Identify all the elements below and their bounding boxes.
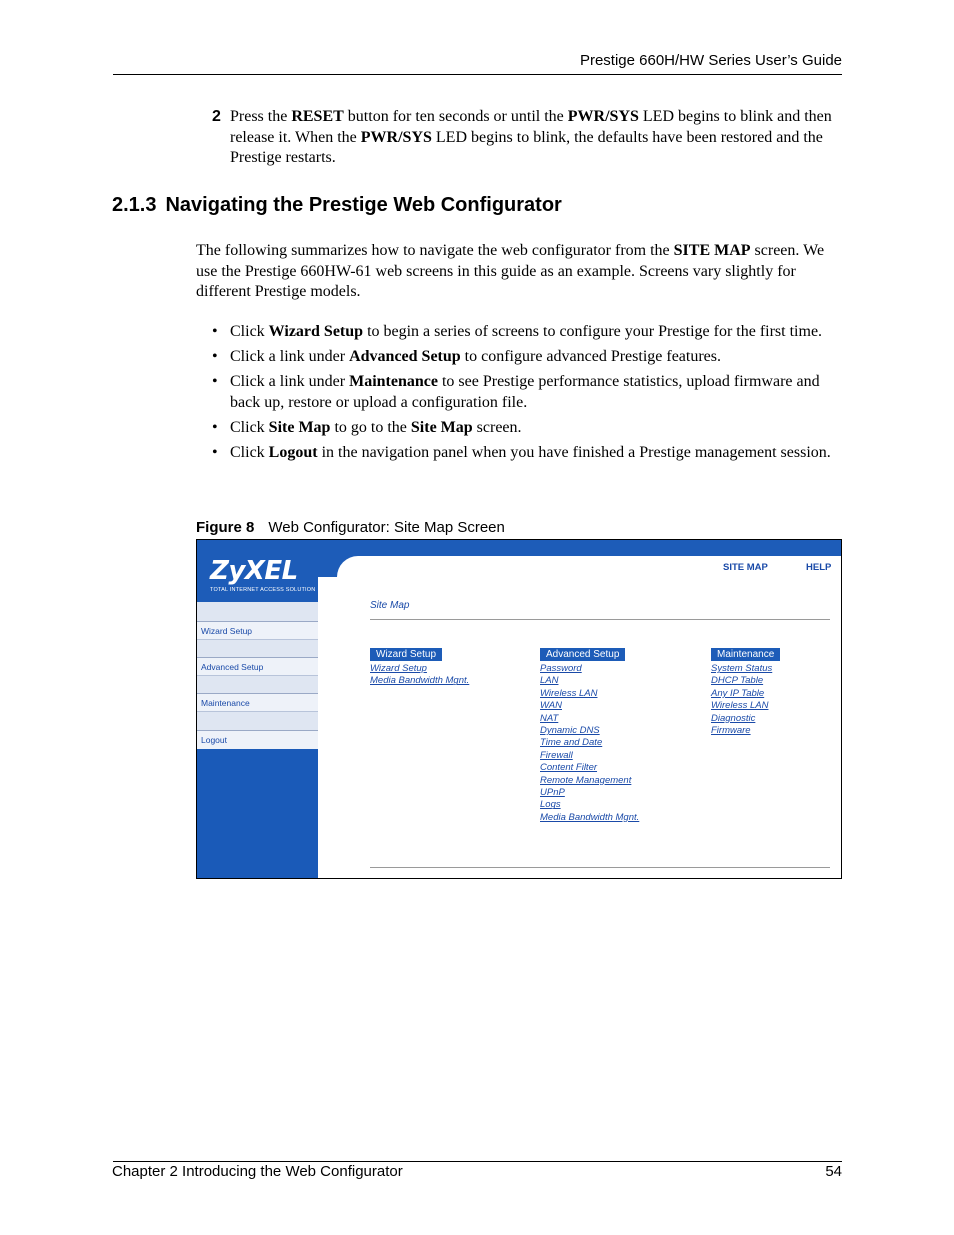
- list-item: • Click Site Map to go to the Site Map screen.: [212, 418, 522, 436]
- nav-menu: [197, 602, 318, 748]
- link-wireless-lan[interactable]: Wireless LAN: [540, 687, 598, 699]
- link-password[interactable]: Password: [540, 663, 582, 674]
- section-title: Navigating the Prestige Web Configurator: [165, 194, 562, 216]
- column-wizard-setup: [370, 644, 469, 688]
- intro-paragraph: The following summarizes how to navigate the web configurator from the SITE MAP screen. We use the Prestige 660HW-61 web screens in this guide as an example. Screens vary slightly for different Prestige models.: [196, 242, 825, 300]
- column-heading: Wizard Setup: [370, 648, 442, 661]
- list-item: • Click Logout in the navigation panel when you have finished a Prestige management session.: [212, 443, 831, 461]
- logo-area: [197, 540, 318, 602]
- header-rule: [113, 74, 842, 75]
- link-diagnostic[interactable]: Diagnostic: [711, 712, 756, 724]
- list-item: • Click a link under Maintenance to see Prestige performance statistics, upload firmware and back up, restore or upload a configuration file.: [212, 373, 820, 411]
- nav-maintenance[interactable]: Maintenance: [197, 693, 318, 712]
- nav-spacer: [197, 639, 318, 657]
- figure-label: Figure 8: [196, 519, 255, 536]
- link-dhcp-table[interactable]: DHCP Table: [711, 675, 764, 687]
- link-logs[interactable]: Logs: [540, 799, 561, 811]
- link-content-filter[interactable]: Content Filter: [540, 762, 598, 774]
- link-time-and-date[interactable]: Time and Date: [540, 737, 603, 749]
- list-item: • Click a link under Advanced Setup to configure advanced Prestige features.: [212, 348, 722, 365]
- step-text: Press the RESET button for ten seconds or until the PWR/SYS LED begins to blink and then release it. When the PWR/SYS LED begins to blink, the defaults have been restored and the Prestige restarts.: [230, 108, 832, 166]
- nav-logout[interactable]: Logout: [197, 730, 318, 749]
- link-wireless-lan[interactable]: Wireless LAN: [711, 700, 769, 712]
- column-heading: Advanced Setup: [540, 648, 625, 661]
- link-wan[interactable]: WAN: [540, 700, 562, 712]
- nav-spacer: [197, 711, 318, 729]
- link-lan[interactable]: LAN: [540, 675, 559, 687]
- link-firewall[interactable]: Firewall: [540, 749, 573, 761]
- link-list: [370, 663, 469, 688]
- bullet-list: [212, 322, 842, 468]
- link-list: [711, 663, 780, 737]
- link-list: [540, 663, 639, 824]
- step-number: 2: [212, 108, 221, 125]
- section-number: 2.1.3: [112, 194, 157, 216]
- link-remote-management[interactable]: Remote Management: [540, 774, 632, 786]
- step-2: [212, 107, 842, 169]
- help-link[interactable]: HELP: [806, 562, 832, 573]
- link-any-ip-table[interactable]: Any IP Table: [711, 687, 765, 699]
- figure-caption-text: Web Configurator: Site Map Screen: [268, 519, 505, 536]
- page-number: 54: [825, 1163, 842, 1180]
- link-media-bandwidth[interactable]: Media Bandwidth Mgnt.: [540, 811, 640, 823]
- footer-chapter: Chapter 2 Introducing the Web Configurator: [112, 1163, 403, 1180]
- content-rule-bottom: [370, 867, 830, 868]
- footer-rule: [113, 1161, 842, 1162]
- list-item: • Click Wizard Setup to begin a series of screens to configure your Prestige for the first time.: [212, 323, 823, 340]
- content-rule-top: [370, 619, 830, 620]
- link-upnp[interactable]: UPnP: [540, 787, 565, 799]
- page-title: Site Map: [370, 600, 410, 611]
- link-dynamic-dns[interactable]: Dynamic DNS: [540, 725, 600, 737]
- nav-advanced-setup[interactable]: Advanced Setup: [197, 657, 318, 676]
- site-map-link[interactable]: SITE MAP: [723, 562, 768, 573]
- link-nat[interactable]: NAT: [540, 712, 559, 724]
- figure-caption: [196, 519, 505, 536]
- running-header: Prestige 660H/HW Series User’s Guide: [579, 52, 842, 69]
- link-firmware[interactable]: Firmware: [711, 725, 751, 737]
- link-wizard-setup[interactable]: Wizard Setup: [370, 663, 427, 674]
- column-advanced-setup: [540, 644, 639, 824]
- zyxel-logo: ZyXEL: [210, 556, 298, 586]
- link-system-status[interactable]: System Status: [711, 663, 773, 674]
- nav-spacer: [197, 675, 318, 693]
- logo-tagline: TOTAL INTERNET ACCESS SOLUTION: [210, 587, 316, 593]
- section-heading: [112, 194, 562, 217]
- column-maintenance: [711, 644, 780, 737]
- link-media-bandwidth[interactable]: Media Bandwidth Mgnt.: [370, 675, 470, 687]
- nav-wizard-setup[interactable]: Wizard Setup: [197, 621, 318, 640]
- site-map-screenshot: [196, 539, 842, 879]
- column-heading: Maintenance: [711, 648, 780, 661]
